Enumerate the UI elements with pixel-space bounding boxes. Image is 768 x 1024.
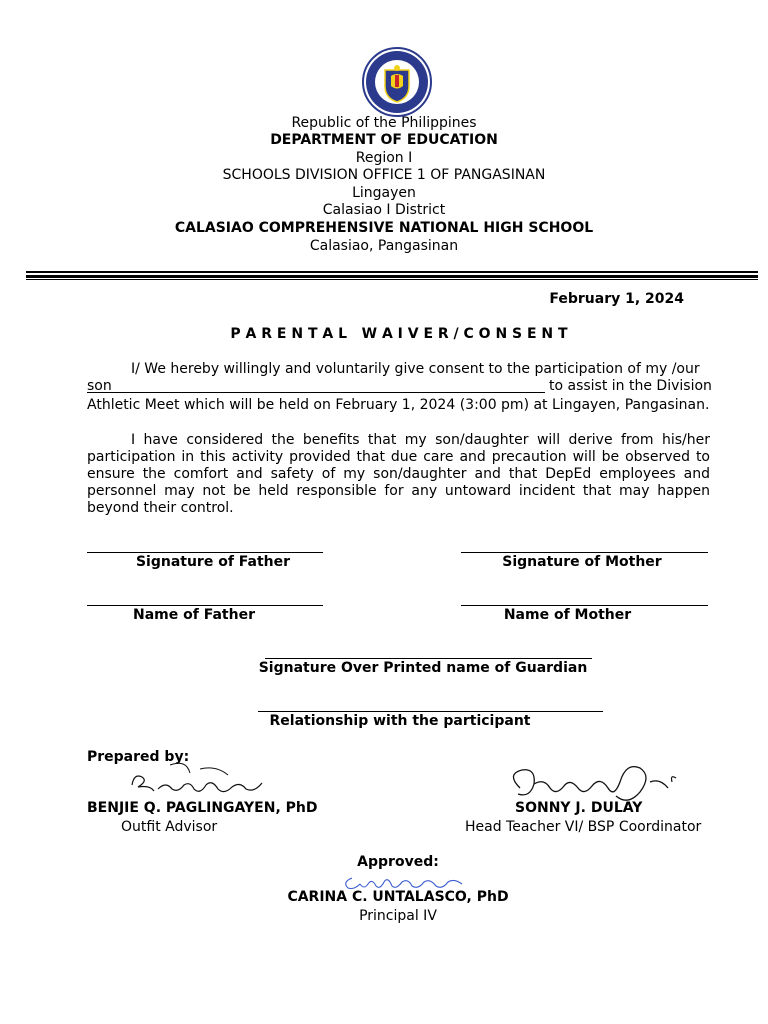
header-division: SCHOOLS DIVISION OFFICE 1 OF PANGASINAN <box>222 167 546 183</box>
header-republic: Republic of the Philippines <box>291 115 477 131</box>
guardian-signature-label: Signature Over Printed name of Guardian <box>258 660 588 676</box>
consent-para1-mid: to assist in the Division <box>549 378 712 394</box>
father-name-label: Name of Father <box>133 607 255 623</box>
mother-name-line[interactable] <box>461 605 708 606</box>
father-signature-label: Signature of Father <box>135 554 291 570</box>
head-teacher-name: SONNY J. DULAY <box>515 800 643 816</box>
mother-signature-line[interactable] <box>461 552 708 553</box>
header-address: Calasiao, Pangasinan <box>309 238 459 254</box>
letterhead-divider <box>26 271 758 280</box>
mother-signature-label: Signature of Mother <box>502 554 662 570</box>
relationship-line[interactable] <box>258 711 603 712</box>
head-teacher-title: Head Teacher VI/ BSP Coordinator <box>465 819 702 835</box>
approved-label: Approved: <box>357 854 439 870</box>
relationship-label: Relationship with the participant <box>269 713 531 729</box>
father-name-line[interactable] <box>87 605 323 606</box>
adviser-title: Outfit Advisor <box>121 819 218 835</box>
consent-para1-line1: I/ We hereby willingly and voluntarily give consent to the participation of my /our son <box>87 361 700 394</box>
principal-name: CARINA C. UNTALASCO, PhD <box>287 889 509 905</box>
consent-para1-end: Athletic Meet which will be held on February 1, 2024 (3:00 pm) at Lingayen, Pangasinan. <box>87 397 710 413</box>
father-signature-line[interactable] <box>87 552 323 553</box>
header-school: CALASIAO COMPREHENSIVE NATIONAL HIGH SCHOOL <box>174 220 594 236</box>
adviser-handwritten-signature <box>120 755 280 803</box>
document-title: P A R E N T A L W A I V E R / C O N S E N T <box>230 326 568 342</box>
header-department: DEPARTMENT OF EDUCATION <box>270 132 498 148</box>
mother-name-label: Name of Mother <box>503 607 632 623</box>
son-name-blank[interactable] <box>87 392 545 393</box>
header-town: Lingayen <box>352 185 416 201</box>
document-date: February 1, 2024 <box>549 291 684 307</box>
header-district: Calasiao I District <box>322 202 446 218</box>
guardian-signature-line[interactable] <box>265 658 592 659</box>
deped-seal-logo <box>352 46 442 118</box>
prepared-by-label: Prepared by: <box>87 749 190 765</box>
header-region: Region I <box>355 150 413 166</box>
consent-para2: I have considered the benefits that my son/daughter will derive from his/her participation in this activity provided that due care and precaution will be observed to ensure the comfort and safety of my son/daughter and that DepEd employees and personnel may not be held responsible for any untoward incident that may happen beyond their control. <box>87 432 710 516</box>
principal-title: Principal IV <box>359 908 437 924</box>
adviser-name: BENJIE Q. PAGLINGAYEN, PhD <box>87 800 318 816</box>
